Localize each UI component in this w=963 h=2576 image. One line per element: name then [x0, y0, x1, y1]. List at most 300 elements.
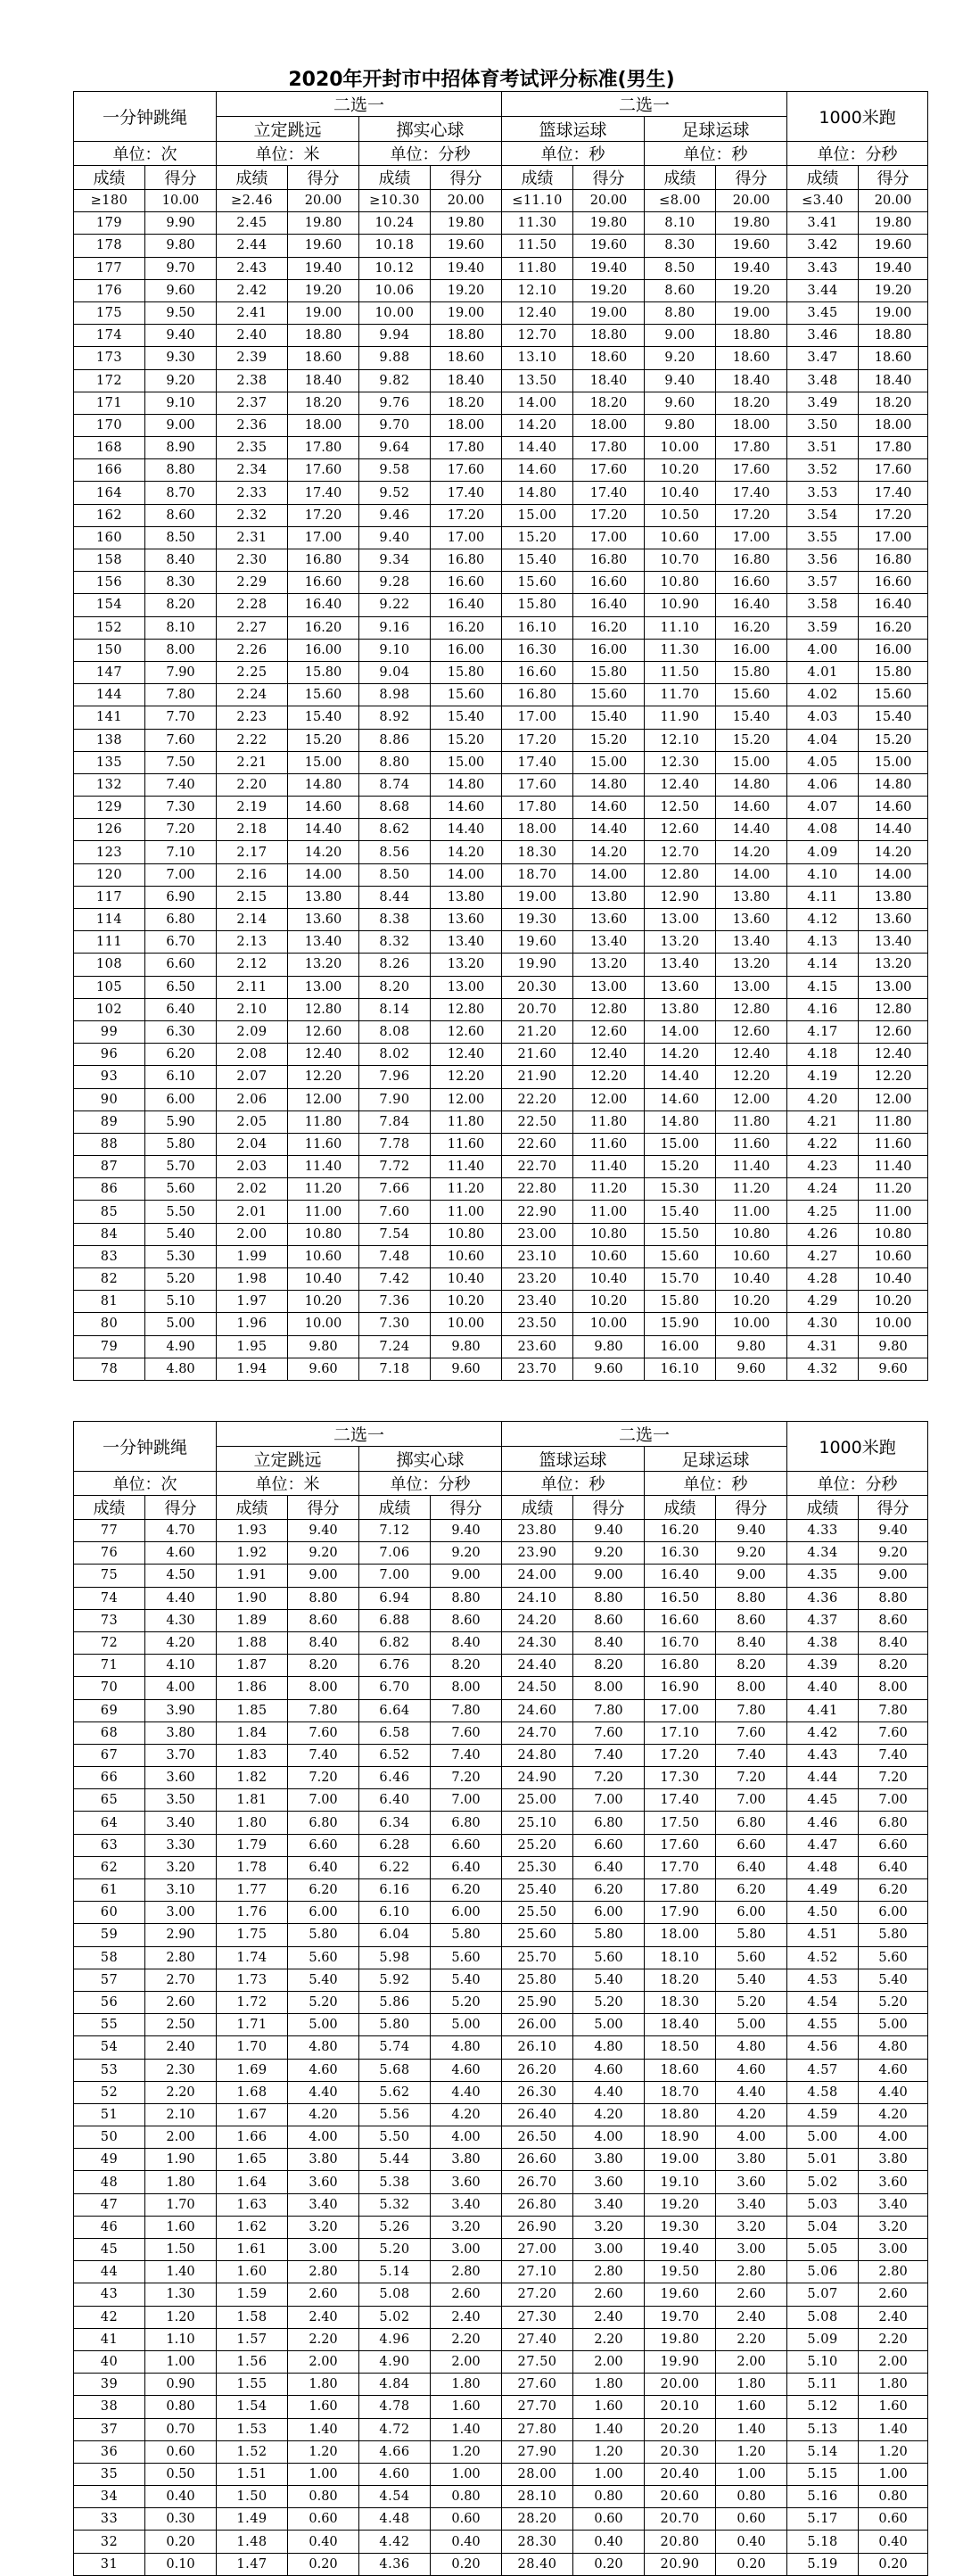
- score-cell: 5.40: [431, 1969, 502, 1991]
- unit-run: 单位：分秒: [787, 1472, 928, 1496]
- table-row: [74, 1542, 928, 1565]
- result-cell: 1.91: [217, 1565, 288, 1587]
- score-cell: 13.80: [288, 886, 359, 908]
- result-cell: 4.42: [787, 1721, 859, 1744]
- result-cell: 27.70: [502, 2396, 573, 2418]
- result-cell: 25.10: [502, 1812, 573, 1834]
- score-cell: 8.60: [716, 1609, 787, 1631]
- score-cell: 5.50: [145, 1201, 217, 1223]
- result-cell: 9.20: [645, 347, 716, 369]
- result-cell: 1.50: [217, 2486, 288, 2508]
- score-cell: 3.60: [431, 2171, 502, 2193]
- score-cell: 17.80: [716, 437, 787, 459]
- result-cell: 19.00: [502, 886, 573, 908]
- result-cell: 24.90: [502, 1767, 573, 1789]
- score-cell: 2.80: [573, 2261, 645, 2283]
- score-cell: 15.20: [716, 729, 787, 751]
- score-cell: 10.00: [145, 190, 217, 212]
- result-cell: 12.90: [645, 886, 716, 908]
- result-cell: 2.36: [217, 414, 288, 436]
- score-cell: 1.00: [288, 2463, 359, 2485]
- score-cell: 6.60: [431, 1834, 502, 1856]
- unit-basketball: 单位：秒: [502, 1472, 645, 1496]
- table-row: [74, 2081, 928, 2103]
- score-cell: 6.00: [573, 1902, 645, 1924]
- score-cell: 16.20: [573, 616, 645, 639]
- score-cell: 12.60: [573, 1020, 645, 1043]
- result-cell: 16.00: [645, 1335, 716, 1358]
- score-cell: 1.40: [288, 2418, 359, 2440]
- score-cell: 20.00: [859, 190, 928, 212]
- score-cell: 10.80: [431, 1223, 502, 1245]
- score-cell: 16.80: [431, 549, 502, 572]
- result-cell: 4.02: [787, 684, 859, 706]
- result-cell: 1.56: [217, 2350, 288, 2373]
- score-cell: 7.80: [716, 1699, 787, 1721]
- score-cell: 12.20: [288, 1066, 359, 1088]
- result-cell: 2.04: [217, 1133, 288, 1155]
- result-cell: 9.34: [359, 549, 431, 572]
- score-cell: 4.80: [573, 2036, 645, 2059]
- result-cell: 178: [74, 235, 145, 257]
- score-cell: 14.60: [431, 797, 502, 819]
- score-cell: 14.40: [716, 819, 787, 841]
- score-cell: 4.00: [716, 2126, 787, 2149]
- result-cell: 22.70: [502, 1156, 573, 1178]
- unit-football: 单位：秒: [645, 1472, 787, 1496]
- result-cell: 25.00: [502, 1789, 573, 1812]
- result-cell: 20.20: [645, 2418, 716, 2440]
- table-row: [74, 1156, 928, 1178]
- result-cell: 4.34: [787, 1542, 859, 1565]
- result-cell: 1.55: [217, 2374, 288, 2396]
- result-cell: 21.90: [502, 1066, 573, 1088]
- score-cell: 13.80: [859, 886, 928, 908]
- score-cell: 6.40: [145, 998, 217, 1020]
- score-cell: 7.80: [431, 1699, 502, 1721]
- score-cell: 14.60: [573, 797, 645, 819]
- result-cell: 2.22: [217, 729, 288, 751]
- table-row: [74, 1924, 928, 1946]
- result-cell: 5.12: [787, 2396, 859, 2418]
- score-cell: 16.80: [716, 549, 787, 572]
- result-cell: 18.60: [645, 2059, 716, 2081]
- result-cell: 10.00: [359, 301, 431, 324]
- score-cell: 3.60: [573, 2171, 645, 2193]
- result-cell: 23.60: [502, 1335, 573, 1358]
- score-cell: 10.20: [859, 1291, 928, 1313]
- result-cell: 15.80: [502, 594, 573, 616]
- score-cell: 3.80: [716, 2149, 787, 2171]
- score-cell: 14.00: [431, 863, 502, 886]
- score-cell: 2.80: [431, 2261, 502, 2283]
- result-cell: 3.46: [787, 325, 859, 347]
- result-cell: 79: [74, 1335, 145, 1358]
- table-row: [74, 729, 928, 751]
- result-cell: 5.10: [787, 2350, 859, 2373]
- score-cell: 7.80: [859, 1699, 928, 1721]
- table-row: [74, 1902, 928, 1924]
- score-cell: 18.60: [431, 347, 502, 369]
- result-cell: 18.00: [502, 819, 573, 841]
- score-cell: 0.80: [431, 2486, 502, 2508]
- result-cell: 38: [74, 2396, 145, 2418]
- result-cell: 61: [74, 1879, 145, 1902]
- result-cell: 16.20: [645, 1520, 716, 1542]
- score-cell: 1.20: [288, 2440, 359, 2463]
- score-cell: 9.40: [288, 1520, 359, 1542]
- score-cell: 12.00: [288, 1088, 359, 1110]
- result-cell: 1.82: [217, 1767, 288, 1789]
- table-row: [74, 549, 928, 572]
- table-row: [74, 2014, 928, 2036]
- result-cell: 17.90: [645, 1902, 716, 1924]
- score-cell: 2.20: [145, 2081, 217, 2103]
- score-cell: 19.60: [859, 235, 928, 257]
- table-row: [74, 2103, 928, 2126]
- score-cell: 14.80: [288, 773, 359, 796]
- result-cell: 9.94: [359, 325, 431, 347]
- score-cell: 0.60: [859, 2508, 928, 2531]
- result-cell: 5.14: [359, 2261, 431, 2283]
- score-cell: 4.40: [431, 2081, 502, 2103]
- table-row: [74, 1044, 928, 1066]
- result-cell: 17.30: [645, 1767, 716, 1789]
- score-cell: 8.20: [431, 1655, 502, 1677]
- score-cell: 1.50: [145, 2239, 217, 2261]
- result-cell: 7.24: [359, 1335, 431, 1358]
- result-cell: 84: [74, 1223, 145, 1245]
- result-cell: 75: [74, 1565, 145, 1587]
- score-cell: 2.20: [716, 2328, 787, 2350]
- score-cell: 8.20: [859, 1655, 928, 1677]
- col-score: 得分: [288, 166, 359, 190]
- score-cell: 3.20: [431, 2216, 502, 2238]
- score-cell: 16.40: [859, 594, 928, 616]
- score-cell: 18.20: [573, 392, 645, 414]
- result-cell: 18.30: [502, 841, 573, 863]
- score-cell: 0.80: [288, 2486, 359, 2508]
- result-cell: 3.51: [787, 437, 859, 459]
- result-cell: 4.55: [787, 2014, 859, 2036]
- result-cell: 89: [74, 1110, 145, 1133]
- result-cell: 8.50: [359, 863, 431, 886]
- score-cell: 2.80: [145, 1946, 217, 1969]
- score-cell: 1.20: [145, 2306, 217, 2328]
- result-cell: 4.03: [787, 706, 859, 729]
- score-cell: 1.80: [859, 2374, 928, 2396]
- unit-long-jump: 单位：米: [217, 1472, 359, 1496]
- score-cell: 19.20: [573, 279, 645, 301]
- result-cell: 14.60: [502, 459, 573, 482]
- table-row: [74, 414, 928, 436]
- result-cell: 9.00: [645, 325, 716, 347]
- header-basketball: 篮球运球: [502, 117, 645, 142]
- result-cell: 5.92: [359, 1969, 431, 1991]
- result-cell: 1.57: [217, 2328, 288, 2350]
- result-cell: 11.50: [502, 235, 573, 257]
- score-cell: 19.00: [431, 301, 502, 324]
- header-choose-one-b: 二选一: [502, 1422, 787, 1447]
- table-row: [74, 1066, 928, 1088]
- score-cell: 1.80: [145, 2171, 217, 2193]
- score-cell: 5.80: [431, 1924, 502, 1946]
- result-cell: 1.63: [217, 2193, 288, 2216]
- result-cell: 28.10: [502, 2486, 573, 2508]
- result-cell: 2.01: [217, 1201, 288, 1223]
- result-cell: 2.20: [217, 773, 288, 796]
- result-cell: 3.59: [787, 616, 859, 639]
- result-cell: 4.54: [359, 2486, 431, 2508]
- result-cell: 2.21: [217, 751, 288, 773]
- score-cell: 1.60: [145, 2216, 217, 2238]
- score-cell: 3.60: [716, 2171, 787, 2193]
- header-choose-one-a: 二选一: [217, 92, 502, 117]
- score-cell: 11.00: [431, 1201, 502, 1223]
- score-cell: 8.40: [573, 1631, 645, 1654]
- score-cell: 6.60: [573, 1834, 645, 1856]
- result-cell: 16.40: [645, 1565, 716, 1587]
- score-cell: 6.30: [145, 1020, 217, 1043]
- result-cell: 175: [74, 301, 145, 324]
- result-cell: 4.58: [787, 2081, 859, 2103]
- result-cell: 5.03: [787, 2193, 859, 2216]
- result-cell: 174: [74, 325, 145, 347]
- table-row: [74, 1677, 928, 1699]
- score-cell: 20.00: [431, 190, 502, 212]
- result-cell: 7.12: [359, 1520, 431, 1542]
- result-cell: 158: [74, 549, 145, 572]
- result-cell: 108: [74, 954, 145, 976]
- score-cell: 5.00: [145, 1313, 217, 1335]
- score-cell: 8.60: [573, 1609, 645, 1631]
- score-cell: 6.60: [716, 1834, 787, 1856]
- result-cell: 73: [74, 1609, 145, 1631]
- table-row: [74, 954, 928, 976]
- score-cell: 9.00: [859, 1565, 928, 1587]
- score-cell: 3.00: [431, 2239, 502, 2261]
- score-cell: 10.60: [859, 1245, 928, 1267]
- column-header-row: [74, 166, 928, 190]
- result-cell: 2.41: [217, 301, 288, 324]
- result-cell: 2.12: [217, 954, 288, 976]
- result-cell: 37: [74, 2418, 145, 2440]
- score-cell: 11.20: [288, 1178, 359, 1201]
- score-cell: 10.00: [431, 1313, 502, 1335]
- score-cell: 1.00: [859, 2463, 928, 2485]
- col-result: 成绩: [787, 1496, 859, 1520]
- result-cell: 20.80: [645, 2531, 716, 2553]
- score-cell: 18.60: [859, 347, 928, 369]
- result-cell: 90: [74, 1088, 145, 1110]
- table-row: [74, 1609, 928, 1631]
- result-cell: 2.23: [217, 706, 288, 729]
- col-result: 成绩: [645, 1496, 716, 1520]
- result-cell: 1.58: [217, 2306, 288, 2328]
- result-cell: 176: [74, 279, 145, 301]
- table-row: [74, 1834, 928, 1856]
- score-cell: 17.40: [288, 482, 359, 504]
- result-cell: 5.74: [359, 2036, 431, 2059]
- result-cell: 8.80: [359, 751, 431, 773]
- result-cell: 17.10: [645, 1721, 716, 1744]
- table-row: [74, 2396, 928, 2418]
- score-cell: 1.80: [573, 2374, 645, 2396]
- score-cell: 4.60: [145, 1542, 217, 1565]
- result-cell: 17.80: [645, 1879, 716, 1902]
- score-cell: 19.80: [431, 212, 502, 235]
- score-cell: 16.80: [288, 549, 359, 572]
- result-cell: 24.30: [502, 1631, 573, 1654]
- score-cell: 18.60: [573, 347, 645, 369]
- score-cell: 2.40: [288, 2306, 359, 2328]
- result-cell: 1.99: [217, 1245, 288, 1267]
- score-cell: 6.20: [288, 1879, 359, 1902]
- result-cell: 141: [74, 706, 145, 729]
- result-cell: 1.54: [217, 2396, 288, 2418]
- result-cell: 23.80: [502, 1520, 573, 1542]
- result-cell: 13.80: [645, 998, 716, 1020]
- result-cell: 11.80: [502, 257, 573, 279]
- table-row: [74, 841, 928, 863]
- score-cell: 6.00: [859, 1902, 928, 1924]
- result-cell: 1.71: [217, 2014, 288, 2036]
- score-cell: 7.20: [288, 1767, 359, 1789]
- result-cell: 28.40: [502, 2553, 573, 2575]
- score-cell: 19.80: [573, 212, 645, 235]
- table-row: [74, 190, 928, 212]
- result-cell: 10.80: [645, 572, 716, 594]
- result-cell: 1.74: [217, 1946, 288, 1969]
- result-cell: 2.32: [217, 504, 288, 526]
- result-cell: 7.36: [359, 1291, 431, 1313]
- result-cell: 5.86: [359, 1991, 431, 2013]
- score-cell: 12.60: [716, 1020, 787, 1043]
- result-cell: 27.80: [502, 2418, 573, 2440]
- score-cell: 17.20: [716, 504, 787, 526]
- result-cell: 86: [74, 1178, 145, 1201]
- result-cell: 1.52: [217, 2440, 288, 2463]
- unit-long-jump: 单位：米: [217, 142, 359, 166]
- result-cell: 144: [74, 684, 145, 706]
- result-cell: 9.76: [359, 392, 431, 414]
- score-cell: 5.40: [716, 1969, 787, 1991]
- result-cell: 6.22: [359, 1856, 431, 1878]
- score-cell: 18.40: [573, 369, 645, 392]
- score-cell: 5.60: [288, 1946, 359, 1969]
- result-cell: 15.80: [645, 1291, 716, 1313]
- score-cell: 16.00: [288, 639, 359, 661]
- result-cell: 19.50: [645, 2261, 716, 2283]
- score-cell: 14.40: [859, 819, 928, 841]
- result-cell: 4.48: [359, 2508, 431, 2531]
- score-cell: 15.40: [288, 706, 359, 729]
- result-cell: 14.80: [502, 482, 573, 504]
- score-cell: 9.00: [288, 1565, 359, 1587]
- result-cell: 168: [74, 437, 145, 459]
- result-cell: 54: [74, 2036, 145, 2059]
- score-cell: 3.40: [859, 2193, 928, 2216]
- table-row: [74, 2216, 928, 2238]
- score-cell: 1.10: [145, 2328, 217, 2350]
- result-cell: 1.77: [217, 1879, 288, 1902]
- score-cell: 11.80: [573, 1110, 645, 1133]
- result-cell: 24.60: [502, 1699, 573, 1721]
- score-cell: 14.40: [573, 819, 645, 841]
- result-cell: 173: [74, 347, 145, 369]
- result-cell: 58: [74, 1946, 145, 1969]
- score-cell: 3.40: [145, 1812, 217, 1834]
- result-cell: 8.02: [359, 1044, 431, 1066]
- col-score: 得分: [431, 166, 502, 190]
- table-row: [74, 2283, 928, 2306]
- score-cell: 8.20: [573, 1655, 645, 1677]
- score-cell: 15.80: [288, 661, 359, 683]
- result-cell: 18.00: [645, 1924, 716, 1946]
- score-cell: 6.80: [716, 1812, 787, 1834]
- result-cell: 23.50: [502, 1313, 573, 1335]
- result-cell: 4.48: [787, 1856, 859, 1878]
- result-cell: 3.57: [787, 572, 859, 594]
- score-cell: 8.00: [573, 1677, 645, 1699]
- result-cell: 2.18: [217, 819, 288, 841]
- result-cell: 9.60: [645, 392, 716, 414]
- result-cell: 16.60: [645, 1609, 716, 1631]
- result-cell: 2.05: [217, 1110, 288, 1133]
- score-cell: 19.40: [288, 257, 359, 279]
- score-cell: 2.40: [431, 2306, 502, 2328]
- result-cell: 44: [74, 2261, 145, 2283]
- result-cell: 27.00: [502, 2239, 573, 2261]
- score-cell: 4.40: [573, 2081, 645, 2103]
- score-cell: 13.20: [288, 954, 359, 976]
- result-cell: 138: [74, 729, 145, 751]
- result-cell: 6.04: [359, 1924, 431, 1946]
- result-cell: 48: [74, 2171, 145, 2193]
- col-score: 得分: [859, 166, 928, 190]
- result-cell: 105: [74, 976, 145, 998]
- result-cell: 2.02: [217, 1178, 288, 1201]
- table-row: [74, 235, 928, 257]
- score-cell: 1.40: [573, 2418, 645, 2440]
- result-cell: 15.70: [645, 1268, 716, 1291]
- result-cell: 12.80: [645, 863, 716, 886]
- score-cell: 9.60: [859, 1358, 928, 1380]
- score-cell: 17.80: [288, 437, 359, 459]
- result-cell: 22.20: [502, 1088, 573, 1110]
- table-row: [74, 684, 928, 706]
- score-cell: 12.40: [716, 1044, 787, 1066]
- result-cell: 147: [74, 661, 145, 683]
- score-cell: 6.80: [573, 1812, 645, 1834]
- score-cell: 13.60: [288, 909, 359, 931]
- result-cell: 10.00: [645, 437, 716, 459]
- score-cell: 8.50: [145, 526, 217, 549]
- score-cell: 13.40: [716, 931, 787, 954]
- table-row: [74, 2126, 928, 2149]
- score-cell: 14.80: [573, 773, 645, 796]
- score-cell: 6.10: [145, 1066, 217, 1088]
- score-cell: 5.00: [431, 2014, 502, 2036]
- result-cell: 1.94: [217, 1358, 288, 1380]
- result-cell: 171: [74, 392, 145, 414]
- table-row: [74, 257, 928, 279]
- score-cell: 11.60: [431, 1133, 502, 1155]
- result-cell: 19.70: [645, 2306, 716, 2328]
- result-cell: 8.26: [359, 954, 431, 976]
- result-cell: 1.66: [217, 2126, 288, 2149]
- score-cell: 17.60: [859, 459, 928, 482]
